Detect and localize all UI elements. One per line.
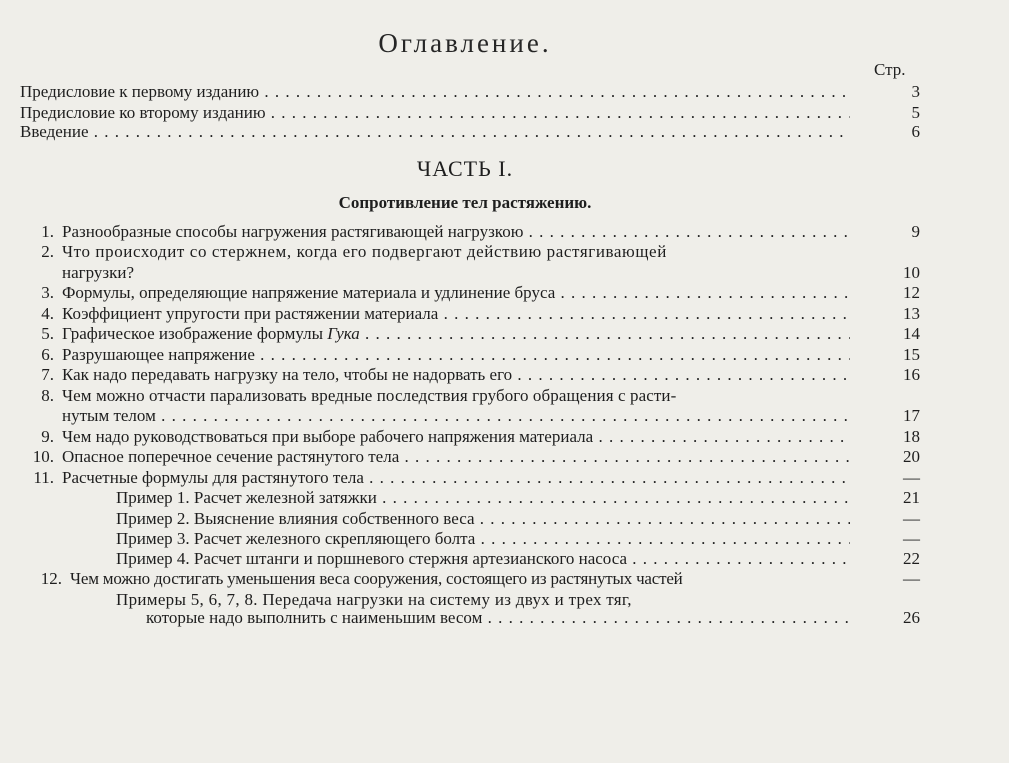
entry-text: Разнообразные способы нагружения растягивающей нагрузкою . . . xyxy=(62,221,850,242)
entry-page: 3 xyxy=(911,82,920,101)
entry-number: 3. xyxy=(41,283,54,302)
entry-page: — xyxy=(903,509,920,528)
section-title: Сопротивление тел растяжению. xyxy=(338,193,592,212)
page-column-header: Стр. xyxy=(874,60,906,79)
toc-entry xyxy=(0,344,1009,365)
entry-number: 10. xyxy=(32,447,54,466)
toc-entry xyxy=(0,282,1009,303)
entry-text: Предисловие к первому изданию . . . xyxy=(20,81,850,102)
entry-text-italic: Гука xyxy=(327,324,360,343)
entry-page: 5 xyxy=(911,103,920,122)
toc-entry xyxy=(0,121,1009,142)
toc-entry xyxy=(0,467,1009,488)
entry-page: — xyxy=(903,569,920,588)
entry-text: Расчетные формулы для растянутого тела . . . xyxy=(62,467,850,488)
toc-entry xyxy=(0,446,1009,467)
toc-entry xyxy=(0,508,1009,529)
toc-entry xyxy=(0,487,1009,508)
toc-entry xyxy=(0,262,1009,283)
entry-page: — xyxy=(903,468,920,487)
entry-page: 16 xyxy=(903,365,920,384)
entry-page: — xyxy=(903,529,920,548)
entry-text: Предисловие ко второму изданию . . . xyxy=(20,102,850,123)
toc-entry xyxy=(0,385,1009,406)
entry-page: 6 xyxy=(911,122,920,141)
toc-entry xyxy=(0,364,1009,385)
entry-page: 20 xyxy=(903,447,920,466)
entry-number: 5. xyxy=(41,324,54,343)
entry-number: 6. xyxy=(41,345,54,364)
entry-page: 22 xyxy=(903,549,920,568)
toc-entry xyxy=(0,548,1009,569)
entry-page: 26 xyxy=(903,608,920,627)
entry-page: 14 xyxy=(903,324,920,343)
toc-entry xyxy=(0,323,1009,344)
toc-entry xyxy=(0,405,1009,426)
entry-text: Опасное поперечное сечение растянутого тела . . . xyxy=(62,446,850,467)
entry-number: 4. xyxy=(41,304,54,323)
toc-entry xyxy=(0,102,1009,123)
toc-entry xyxy=(0,221,1009,242)
entry-page: 18 xyxy=(903,427,920,446)
entry-number: 9. xyxy=(41,427,54,446)
entry-number: 11. xyxy=(33,468,54,487)
toc-entry xyxy=(0,241,1009,262)
toc-entry xyxy=(0,303,1009,324)
entry-text: Примеры 5, 6, 7, 8. Передача нагрузки на систему из двух и трех тяг, xyxy=(116,590,632,609)
toc-entry xyxy=(0,81,1009,102)
entry-page: 12 xyxy=(903,283,920,302)
entry-page: 10 xyxy=(903,263,920,282)
entry-page: 9 xyxy=(911,222,920,241)
entry-text: Разрушающее напряжение . . . xyxy=(62,344,850,365)
entry-text: Чем можно отчасти парализовать вредные последствия грубого обращения с расти- xyxy=(62,386,677,405)
entry-text: Чем можно достигать уменьшения веса сооружения, состоящего из растянутых частей xyxy=(70,569,683,588)
entry-text: Что происходит со стержнем, когда его подвергают действию растягивающей xyxy=(62,242,667,261)
entry-text: Коэффициент упругости при растяжении материала . . . xyxy=(62,303,850,324)
entry-text: Пример 1. Расчет железной затяжки . . . xyxy=(116,487,850,508)
entry-text: нагрузки? xyxy=(62,263,135,282)
toc-entry xyxy=(0,568,1009,589)
entry-number: 1. xyxy=(41,222,54,241)
entry-text: Пример 4. Расчет штанги и поршневого стержня артезианского насоса . . . xyxy=(116,548,850,569)
entry-text xyxy=(62,323,850,344)
entry-number: 7. xyxy=(41,365,54,384)
entry-page: 13 xyxy=(903,304,920,323)
entry-text: нутым телом . . . xyxy=(62,405,850,426)
entry-page: 21 xyxy=(903,488,920,507)
entry-number: 12. xyxy=(40,569,62,588)
entry-text: Введение . . . xyxy=(20,121,850,142)
entry-text: Формулы, определяющие напряжение материала и удлинение бруса . . . xyxy=(62,282,850,303)
toc-entry xyxy=(0,607,1009,628)
entry-page: 17 xyxy=(903,406,920,425)
entry-text-main: Графическое изображение формулы xyxy=(62,324,324,343)
toc-entry xyxy=(0,528,1009,549)
entry-page: 15 xyxy=(903,345,920,364)
entry-number: 2. xyxy=(41,242,54,261)
part-title: ЧАСТЬ I. xyxy=(416,156,514,181)
entry-text: Как надо передавать нагрузку на тело, чтобы не надорвать его . . . xyxy=(62,364,850,385)
toc-entry xyxy=(0,426,1009,447)
entry-text: Пример 2. Выяснение влияния собственного веса . . . xyxy=(116,508,850,529)
entry-text: Пример 3. Расчет железного скрепляющего болта . . . xyxy=(116,528,850,549)
entry-text: Чем надо руководствоваться при выборе рабочего напряжения материала . . . xyxy=(62,426,850,447)
page-title: Оглавление. xyxy=(378,28,552,58)
entry-number: 8. xyxy=(41,386,54,405)
entry-text: которые надо выполнить с наименьшим весом . . . xyxy=(146,607,850,628)
